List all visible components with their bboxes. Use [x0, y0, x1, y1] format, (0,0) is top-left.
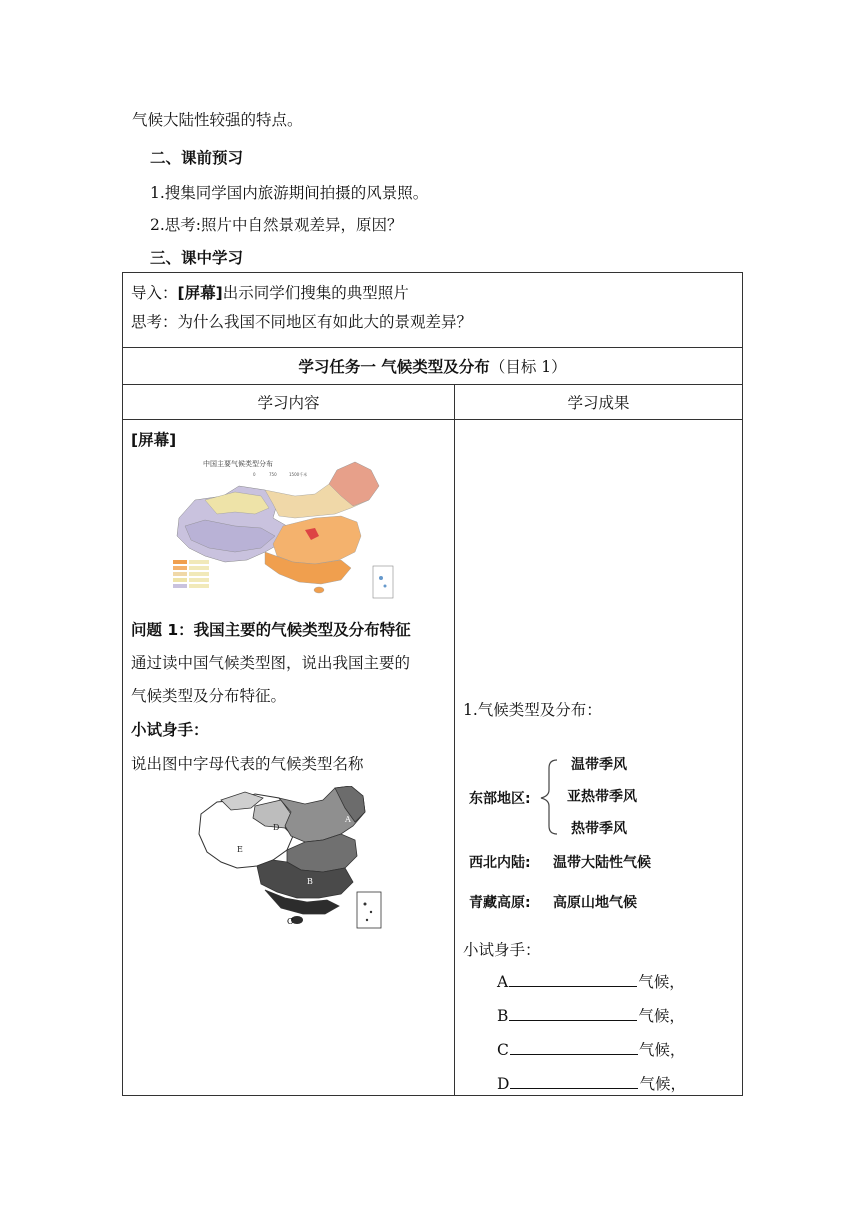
blank-letter-C: C: [497, 1041, 509, 1059]
blank-field-C[interactable]: [510, 1040, 638, 1055]
blank-letter-D: D: [497, 1075, 510, 1093]
blank-row-A: [497, 970, 685, 992]
task-title-cell: [123, 348, 743, 385]
result-title: 1.气候类型及分布：: [463, 701, 602, 719]
preview-item-1: 1.搜集同学国内旅游期间拍摄的风景照。: [150, 184, 429, 202]
intro-line-2: 思考：为什么我国不同地区有如此大的景观差异？: [131, 313, 473, 331]
col-header-right: 学习成果: [455, 385, 743, 420]
map1-title: 中国主要气候类型分布: [203, 460, 273, 468]
intro-prefix: 导入：: [131, 284, 178, 302]
intro-tail-text: 气候大陆性较强的特点。: [132, 111, 303, 129]
blank-suffix-C: 气候，: [638, 1041, 686, 1059]
tibet-value: 高原山地气候: [553, 895, 637, 911]
screen-tag: [屏幕]: [177, 284, 223, 302]
inclass-heading: 三、课中学习: [150, 249, 244, 267]
intro-cell: [123, 273, 743, 348]
question-text-1: 通过读中国气候类型图，说出我国主要的: [131, 654, 411, 672]
tibet-label: 青藏高原:: [469, 895, 531, 911]
lesson-table: [122, 272, 743, 1096]
blank-row-D: [497, 1072, 686, 1094]
east-brace: [535, 758, 561, 836]
question-title: 问题 1：我国主要的气候类型及分布特征: [131, 621, 411, 639]
climate-map-color: [165, 456, 399, 604]
question-text-2: 气候类型及分布特征。: [131, 687, 287, 705]
map2-letter-A: A: [345, 815, 351, 824]
try-title-left: 小试身手：: [131, 721, 209, 739]
left-screen-tag: [屏幕]: [131, 431, 177, 449]
intro-text: 出示同学们搜集的典型照片: [222, 284, 409, 302]
northwest-value: 温带大陆性气候: [553, 855, 651, 871]
col-header-left: 学习内容: [123, 385, 455, 420]
climate-map-gray: [195, 786, 391, 932]
map2-letter-C: C: [287, 917, 294, 926]
east-item-3: 热带季风: [571, 821, 627, 837]
map1-scale-0: 0: [253, 472, 256, 477]
map1-scale-2: 1500千米: [289, 472, 308, 477]
try-text-left: 说出图中字母代表的气候类型名称: [131, 755, 364, 773]
blank-row-B: [497, 1004, 685, 1026]
blank-letter-B: B: [497, 1007, 509, 1025]
preview-item-2: 2.思考:照片中自然景观差异，原因？: [150, 216, 403, 234]
task-goal: （目标 1）: [489, 358, 567, 376]
northwest-label: 西北内陆:: [469, 855, 531, 871]
map1-scale-1: 750: [269, 472, 277, 477]
east-label: 东部地区:: [469, 791, 531, 807]
map2-letter-B: B: [307, 877, 313, 886]
east-item-1: 温带季风: [571, 757, 627, 773]
blank-letter-A: A: [497, 973, 509, 991]
blank-field-B[interactable]: [509, 1006, 637, 1021]
right-content-cell: [455, 420, 743, 1096]
blank-suffix-A: 气候，: [638, 973, 685, 991]
try-title-right: 小试身手：: [463, 941, 541, 959]
preview-heading: 二、课前预习: [150, 149, 244, 167]
task-title: 学习任务一 气候类型及分布: [298, 358, 490, 376]
map2-letter-E: E: [237, 845, 243, 854]
blank-suffix-B: 气候，: [638, 1007, 685, 1025]
intro-line-1: [131, 279, 734, 308]
blank-field-D[interactable]: [510, 1074, 638, 1089]
east-item-2: 亚热带季风: [567, 789, 637, 805]
blank-row-C: [497, 1038, 685, 1060]
map2-letter-D: D: [273, 823, 280, 832]
blank-suffix-D: 气候，: [639, 1075, 686, 1093]
left-content-cell: [123, 420, 455, 1096]
blank-field-A[interactable]: [509, 972, 637, 987]
